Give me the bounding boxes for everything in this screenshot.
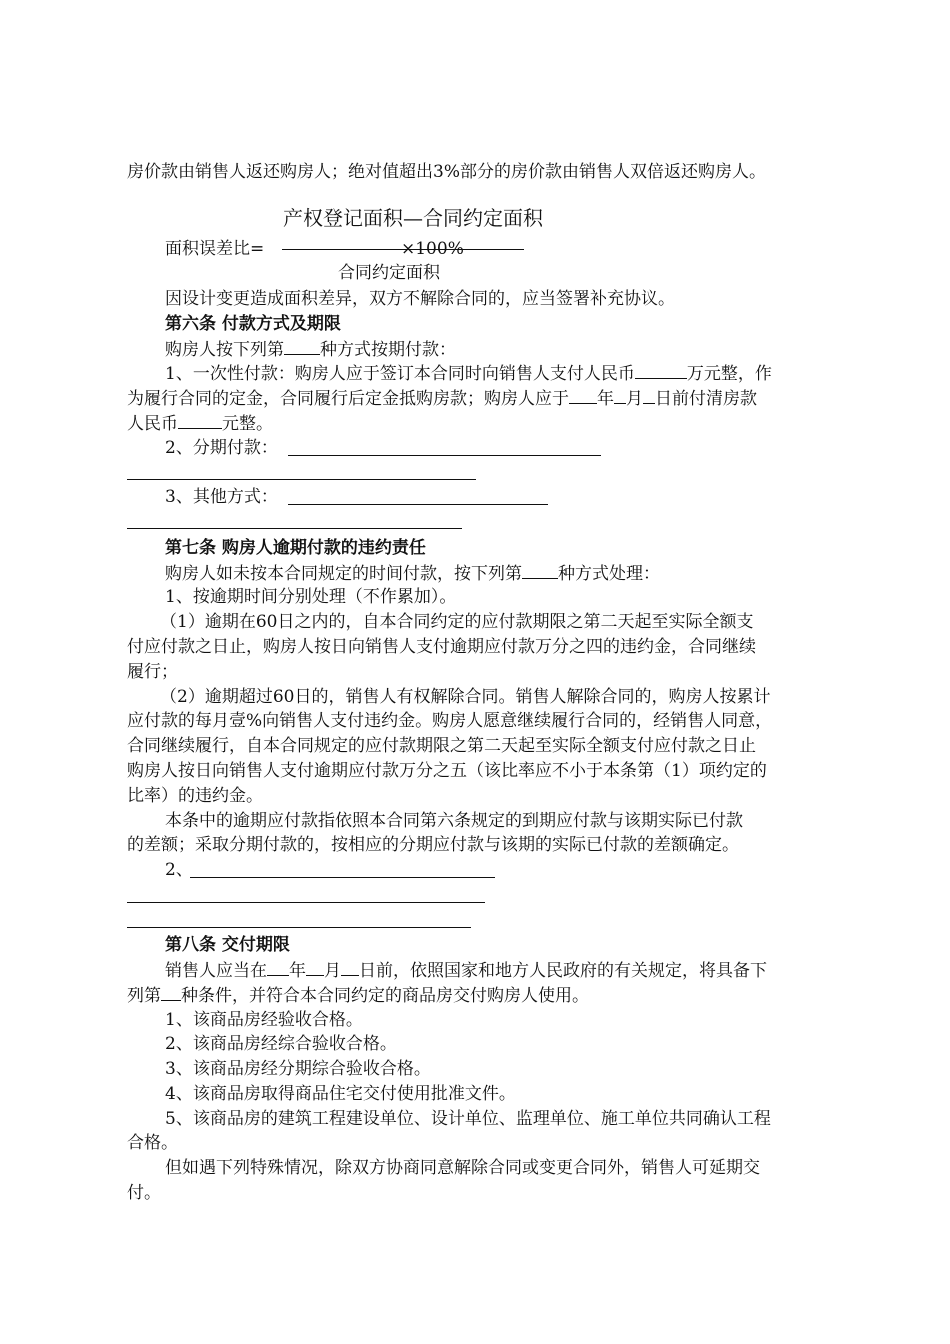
text: 付。: [127, 1183, 161, 1203]
paragraph-line: [165, 809, 743, 833]
paragraph-line: [127, 660, 178, 684]
paragraph-line: [127, 1181, 161, 1205]
text: 万元整，作: [686, 364, 772, 384]
paragraph-line: [127, 784, 263, 808]
paragraph-line: [165, 287, 675, 311]
blank-field[interactable]: [127, 479, 476, 480]
blank-field[interactable]: [569, 386, 597, 404]
text: 销售人应当在: [165, 961, 267, 981]
list-item: [165, 1057, 431, 1081]
article-6-title: [165, 312, 341, 336]
blank-field[interactable]: [635, 361, 687, 379]
text: 的差额；采取分期付款的，按相应的分期应付款与该期的实际已付款的差额确定。: [127, 835, 739, 855]
formula-numerator: 产权登记面积—合同约定面积: [283, 206, 543, 230]
text: （2）逾期超过60日的，销售人有权解除合同。销售人解除合同的，购房人按累计: [160, 687, 771, 707]
paragraph-line: [160, 610, 753, 634]
paragraph-line: [165, 485, 278, 509]
paragraph-line: [165, 361, 772, 386]
paragraph-line: [127, 160, 766, 184]
list-item: [165, 1107, 771, 1131]
text: 2、分期付款：: [165, 438, 278, 458]
text: 人民币: [127, 414, 178, 434]
paragraph-line: [165, 1156, 760, 1180]
text: 月: [324, 961, 341, 981]
list-item: [165, 1008, 363, 1032]
text: 但如遇下列特殊情况，除双方协商同意解除合同或变更合同外，销售人可延期交: [165, 1158, 760, 1178]
paragraph-line: [165, 436, 278, 460]
blank-field[interactable]: [284, 337, 320, 355]
blank-field[interactable]: [522, 561, 558, 579]
paragraph-line: [127, 635, 756, 659]
text: 第七条 购房人逾期付款的违约责任: [165, 538, 426, 558]
paragraph-line: [160, 685, 770, 709]
text: 3、其他方式：: [165, 487, 278, 507]
text: 1、按逾期时间分别处理（不作累加）。: [165, 587, 457, 607]
text: 年: [597, 389, 614, 409]
text: 1、一次性付款：购房人应于签订本合同时向销售人支付人民币: [165, 364, 635, 384]
text: （1）逾期在60日之内的，自本合同约定的应付款期限之第二天起至实际全额支: [160, 612, 754, 632]
paragraph-line: [127, 833, 739, 857]
paragraph-line: [165, 337, 456, 362]
text: 购房人按下列第: [165, 340, 284, 360]
text: 付应付款之日止，购房人按日向销售人支付逾期应付款万分之四的违约金，合同继续: [127, 637, 756, 657]
text: 年: [289, 961, 306, 981]
text: 日前，依照国家和地方人民政府的有关规定，将具备下: [359, 961, 767, 981]
text: 种方式处理：: [558, 564, 660, 584]
paragraph-line: [127, 983, 589, 1008]
text: 合同继续履行，自本合同规定的应付款期限之第二天起至实际全额支付应付款之日止: [127, 736, 756, 756]
paragraph-line: [165, 585, 456, 609]
blank-field[interactable]: [267, 958, 289, 976]
blank-field[interactable]: [127, 528, 462, 529]
text: 合格。: [127, 1133, 178, 1153]
text: 为履行合同的定金，合同履行后定金抵购房款；购房人应于: [127, 389, 569, 409]
paragraph-line: [127, 411, 273, 436]
paragraph-line: [127, 759, 767, 783]
article-8-title: [165, 933, 290, 957]
blank-field[interactable]: [190, 877, 495, 878]
paragraph-line: [165, 858, 193, 882]
text: 第六条 付款方式及期限: [165, 314, 341, 334]
blank-field[interactable]: [127, 902, 485, 903]
text: 本条中的逾期应付款指依照本合同第六条规定的到期应付款与该期实际已付款: [165, 811, 743, 831]
blank-field[interactable]: [288, 504, 548, 505]
text: 购房人如未按本合同规定的时间付款，按下列第: [165, 564, 522, 584]
formula-percent: ×100%: [401, 239, 464, 259]
text: 购房人按日向销售人支付逾期应付款万分之五（该比率应不小于本条第（1）项约定的: [127, 761, 767, 781]
text: 履行；: [127, 662, 178, 682]
text: 4、该商品房取得商品住宅交付使用批准文件。: [165, 1084, 516, 1104]
list-item: [127, 1131, 178, 1155]
text: 房价款由销售人返还购房人；绝对值超出3%部分的房价款由销售人双倍返还购房人。: [127, 162, 766, 182]
text: 3、该商品房经分期综合验收合格。: [165, 1059, 431, 1079]
blank-field[interactable]: [161, 983, 181, 1001]
text: 元整。: [222, 414, 273, 434]
list-item: [165, 1082, 516, 1106]
text: 应付款的每月壹%向销售人支付违约金。购房人愿意继续履行合同的，经销售人同意，: [127, 711, 773, 731]
text: 5、该商品房的建筑工程建设单位、设计单位、监理单位、施工单位共同确认工程: [165, 1109, 771, 1129]
blank-field[interactable]: [643, 386, 655, 404]
paragraph-line: [127, 734, 756, 758]
blank-field[interactable]: [127, 927, 471, 928]
formula-denominator: 合同约定面积: [338, 263, 440, 283]
paragraph-line: [165, 958, 767, 983]
text: 2、: [165, 860, 193, 880]
text: 种方式按期付款：: [320, 340, 456, 360]
paragraph-line: [127, 386, 757, 411]
text: 比率）的违约金。: [127, 786, 263, 806]
paragraph-line: [127, 709, 772, 733]
text: 月: [626, 389, 643, 409]
blank-field[interactable]: [341, 958, 359, 976]
text: 日前付清房款: [655, 389, 757, 409]
text: 第八条 交付期限: [165, 935, 290, 955]
blank-field[interactable]: [614, 386, 626, 404]
blank-field[interactable]: [306, 958, 324, 976]
text: 1、该商品房经验收合格。: [165, 1010, 363, 1030]
text: 因设计变更造成面积差异，双方不解除合同的，应当签署补充协议。: [165, 289, 675, 309]
blank-field[interactable]: [288, 455, 601, 456]
list-item: [165, 1032, 397, 1056]
blank-field[interactable]: [178, 411, 222, 429]
formula-label: 面积误差比=: [165, 239, 265, 259]
text: 2、该商品房经综合验收合格。: [165, 1034, 397, 1054]
paragraph-line: [165, 561, 660, 586]
text: 列第: [127, 986, 161, 1006]
article-7-title: [165, 536, 426, 560]
text: 种条件，并符合本合同约定的商品房交付购房人使用。: [181, 986, 589, 1006]
